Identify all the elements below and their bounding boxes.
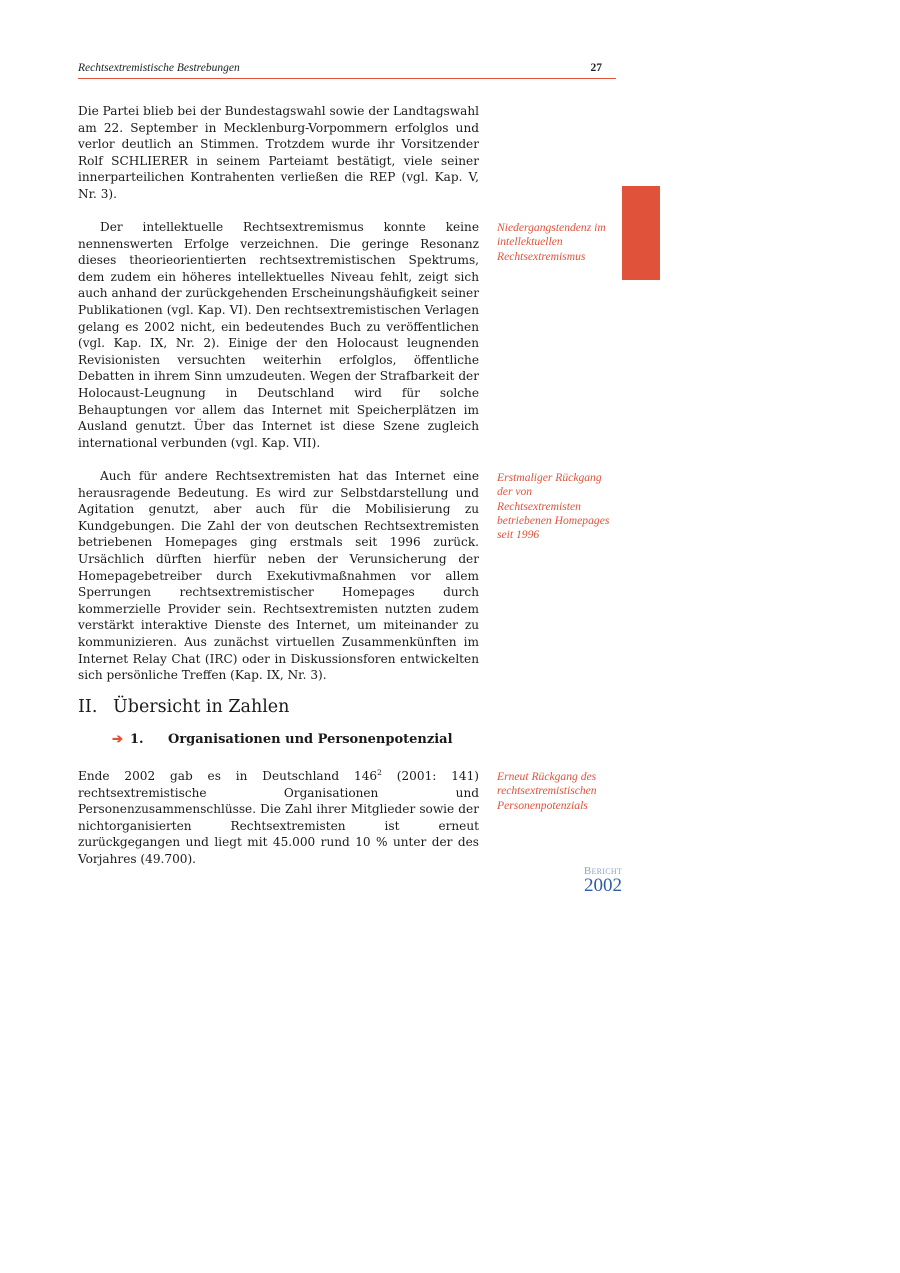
brand-year: 2002 (584, 875, 622, 896)
paragraph-4-rest: (2001: 141) rechtsextremistische Organisationen und Personenzusammenschlüsse. Die Zahl ihrer Mitglieder sowie der nichtorganisierten Rechtsextremisten ist erneut zurückgegangen und liegt mit 45.000 rund 10 % unter der des Vorjahres (49.700). (78, 769, 479, 866)
running-header (78, 62, 616, 79)
arrow-right-icon: ➔ (112, 732, 123, 747)
margin-note-1: Niedergangstendenz im intellektuellen Rechtsextremismus (497, 221, 606, 263)
section-heading (78, 697, 289, 717)
paragraph-4-start: Ende 2002 gab es in Deutschland 146 (78, 769, 378, 783)
margin-note-3: Erneut Rückgang des rechtsextremistischen Personenpotenzials (497, 770, 597, 812)
subsection-title: Organisationen und Personenpotenzial (168, 732, 453, 747)
brand-word: Bericht (583, 865, 623, 877)
body-paragraph-1: Die Partei blieb bei der Bundestagswahl sowie der Landtagswahl am 22. September in Mecklenburg-Vorpommern erfolglos und verlor deutlich an Stimmen. Trotzdem wurde ihr Vorsitzender Rolf SCHLIERER in seinem Parteiamt bestätigt, viele seiner innerparteilichen Kontrahenten verließen die REP (vgl. Kap. V, Nr. 3). (78, 104, 479, 201)
body-paragraph-3: Auch für andere Rechtsextremisten hat das Internet eine herausragende Bedeutung. Es wird zur Selbstdarstellung und Agitation genutzt, aber auch für die Mobilisierung zu Kundgebungen. Die Zahl der von deutschen Rechtsextremisten betriebenen Homepages ging erstmals seit 1996 zurück. Ursächlich dürften hierfür neben der Verunsicherung der Homepagebetreiber durch Exekutivmaßnahmen vor allem Sperrungen rechtsextremistischer Homepages durch kommerzielle Provider sein. Rechtsextremisten nutzten zudem verstärkt interaktive Dienste des Internet, um miteinander zu kommunizieren. Aus zunächst virtuellen Zusammenkünften im Internet Relay Chat (IRC) oder in Diskussionsforen entwickelten sich persönliche Treffen (Kap. IX, Nr. 3). (78, 469, 479, 683)
running-title: Rechtsextremistische Bestrebungen (78, 62, 240, 74)
subsection-number: 1. (130, 732, 144, 747)
body-paragraph-4 (78, 768, 479, 868)
footnote-reference[interactable]: 2 (377, 767, 382, 777)
page-number: 27 (590, 62, 602, 74)
section-title: Übersicht in Zahlen (113, 697, 290, 717)
section-number: II. (78, 697, 98, 717)
body-paragraph-2: Der intellektuelle Rechtsextremismus konnte keine nennenswerten Erfolge verzeichnen. Die geringe Resonanz dieses theorieorientierten rechtsextremistischen Spektrums, dem zudem ein höheres intellektuelles Niveau fehlt, zeigt sich auch anhand der zurückgehenden Erscheinungshäufigkeit seiner Publikationen (vgl. Kap. VI). Den rechtsextremistischen Verlagen gelang es 2002 nicht, ein bedeutendes Buch zu veröffentlichen (vgl. Kap. IX, Nr. 2). Einige der den Holocaust leugnenden Revisionisten versuchten weiterhin erfolglos, öffentliche Debatten in ihrem Sinn umzudeuten. Wegen der Strafbarkeit der Holocaust-Leugnung in Deutschland wird für solche Behauptungen vor allem das Internet mit Speicherplätzen im Ausland genutzt. Über das Internet ist diese Szene zugleich international verbunden (vgl. Kap. VII). (78, 220, 479, 450)
margin-note-2: Erstmaliger Rückgang der von Rechtsextremisten betriebenen Homepages seit 1996 (497, 471, 610, 542)
subsection-heading (112, 732, 453, 747)
chapter-tab-marker (622, 186, 660, 280)
report-brand-logo (577, 866, 629, 895)
